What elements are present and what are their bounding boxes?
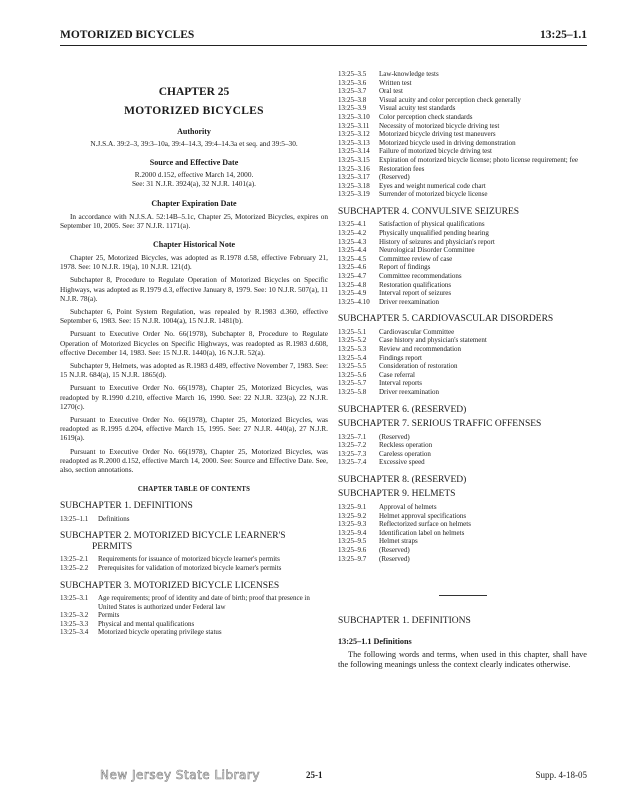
toc-entry (338, 362, 587, 371)
toc-section-number: 13:25–4.1 (338, 220, 367, 229)
toc-section-number: 13:25–3.17 (338, 173, 370, 182)
toc-section-title: (Reserved) (379, 545, 410, 554)
authority-text: N.J.S.A. 39:2–3, 39:3–10a, 39:4–14.3, 39:4–14.3a et seq. and 39:5–30. (90, 139, 298, 148)
page-footer (60, 770, 587, 784)
toc-section-number: 13:25–4.9 (338, 289, 367, 298)
toc-entry (60, 611, 328, 620)
toc-entry (338, 104, 587, 113)
toc-subchapter-title-continued: PERMITS (92, 541, 133, 552)
toc-subchapter-heading (60, 531, 328, 552)
toc-section-title: Color perception check standards (379, 112, 473, 121)
toc-section-number: 13:25–5.8 (338, 388, 367, 396)
history-heading: Chapter Historical Note (152, 240, 236, 250)
toc-entry (338, 379, 587, 388)
toc-entry (338, 345, 587, 354)
library-watermark: New Jersey State Library (100, 768, 260, 782)
history-paragraph: Pursuant to Executive Order No. 66(1978), Chapter 25, Motorized Bicycles, was readopted as R.2000 d.152, effective March 14, 2000. See: Source and Effective Date. See, also, section annotations. (60, 446, 328, 475)
toc-section-number: 13:25–3.15 (338, 155, 370, 164)
toc-section-number: 13:25–4.10 (338, 297, 370, 306)
page-number: 25-1 (306, 770, 323, 780)
toc-subchapter-heading: SUBCHAPTER 9. HELMETS (338, 489, 456, 500)
source-line-1: R.2000 d.152, effective March 14, 2000. (134, 170, 254, 180)
toc-entry (338, 371, 587, 380)
toc-entry (338, 298, 587, 307)
supplement-date: Supp. 4-18-05 (535, 770, 587, 780)
toc-entry (338, 87, 587, 96)
toc-left (60, 501, 328, 637)
toc-entry (338, 182, 587, 191)
toc-subchapter-heading: SUBCHAPTER 8. (RESERVED) (338, 474, 467, 485)
toc-section-title: Identification label on helmets (379, 528, 465, 537)
toc-section-number: 13:25–9.4 (338, 528, 367, 537)
toc-entry (338, 238, 587, 247)
toc-section-title: Helmet straps (379, 537, 418, 546)
toc-entry (338, 354, 587, 363)
toc-entry (338, 263, 587, 272)
toc-section-title: History of seizures and physician's report (379, 237, 495, 246)
toc-section-title: Helmet approval specifications (379, 511, 467, 520)
toc-entry (338, 289, 587, 298)
history-paragraph: Pursuant to Executive Order No. 66(1978), Chapter 25, Motorized Bicycles, was readopted by R.1990 d.210, effective March 16, 1990. See: 22 N.J.R. 323(a), 22 N.J.R. 1270(c). (60, 383, 328, 411)
toc-section-title: Approval of helmets (379, 502, 437, 511)
toc-section-number: 13:25–9.6 (338, 545, 367, 554)
toc-section-number: 13:25–3.6 (338, 78, 367, 87)
definitions-subchapter-heading: SUBCHAPTER 1. DEFINITIONS (338, 616, 471, 627)
toc-section-number: 13:25–7.4 (338, 458, 367, 467)
toc-section-number: 13:25–5.2 (338, 336, 367, 345)
toc-section-title: Driver reexamination (379, 297, 440, 306)
toc-entry (338, 220, 587, 229)
toc-section-number: 13:25–5.3 (338, 345, 367, 354)
toc-section-title: Restoration fees (379, 164, 425, 173)
toc-entry (338, 96, 587, 105)
toc-section-number: 13:25–7.2 (338, 441, 367, 450)
toc-section-number: 13:25–4.5 (338, 254, 367, 263)
toc-section-number: 13:25–9.2 (338, 511, 367, 520)
toc-section-list (338, 328, 587, 397)
toc-entry (338, 520, 587, 529)
toc-entry (60, 620, 328, 629)
toc-section-title: Satisfaction of physical qualifications (379, 220, 485, 229)
toc-right (338, 207, 587, 563)
toc-section-number: 13:25–3.5 (338, 70, 367, 78)
toc-section-title: Restoration qualifications (379, 280, 452, 289)
toc-section-number: 13:25–3.7 (338, 87, 367, 96)
toc-entry (338, 272, 587, 281)
toc-section-number: 13:25–3.16 (338, 164, 370, 173)
toc-section-title: Motorized bicycle driving test maneuvers (379, 130, 496, 139)
toc-section-number: 13:25–5.5 (338, 362, 367, 371)
toc-entry (338, 546, 587, 555)
toc-section-title: Interval report of seizures (379, 289, 452, 298)
toc-entry (60, 594, 328, 611)
toc-section-title: Consideration of restoration (379, 362, 458, 371)
toc-entry (338, 147, 587, 156)
toc-section-number: 13:25–4.4 (338, 246, 367, 255)
toc-entry (338, 336, 587, 345)
source-heading: Source and Effective Date (149, 158, 239, 168)
toc-entry (338, 503, 587, 512)
toc-subchapter-3-continued (338, 70, 587, 199)
toc-section-number: 13:25–3.14 (338, 147, 370, 156)
running-header (60, 29, 587, 46)
definitions-section-heading: 13:25–1.1 Definitions (338, 636, 412, 646)
toc-section-number: 13:25–5.1 (338, 327, 367, 336)
toc-section-title: Findings report (379, 353, 422, 362)
toc-entry (338, 388, 587, 397)
toc-section-title: Eyes and weight numerical code chart (379, 181, 486, 190)
history-paragraph: Subchapter 8, Procedure to Regulate Operation of Motorized Bicycles on Specific Highways, was adopted as R.1979 d.3, effective January 8, 1979. See: 10 N.J.R. 507(a), 11 N.J.R. 78(a). (60, 275, 328, 303)
toc-section-title: Careless operation (379, 449, 431, 458)
toc-section-title: Permits (98, 611, 120, 620)
toc-section-title: Reflectorized surface on helmets (379, 520, 471, 529)
toc-entry (338, 328, 587, 337)
toc-section-number: 13:25–7.1 (338, 432, 367, 441)
toc-section-title: Review and recommendation (379, 345, 462, 354)
toc-section-number: 13:25–4.6 (338, 263, 367, 272)
chapter-title: MOTORIZED BICYCLES (124, 105, 264, 117)
toc-section-number: 13:25–3.12 (338, 130, 370, 139)
toc-section-title: Report of findings (379, 263, 431, 272)
left-column (60, 58, 328, 637)
header-title: MOTORIZED BICYCLES (60, 29, 195, 41)
toc-section-title: (Reserved) (379, 432, 410, 441)
toc-entry (338, 173, 587, 182)
toc-section-number: 13:25–4.3 (338, 237, 367, 246)
toc-section-number: 13:25–3.4 (60, 628, 89, 637)
chapter-number: CHAPTER 25 (158, 86, 230, 98)
toc-entry (338, 79, 587, 88)
toc-section-title: Expiration of motorized bicycle license; photo license requirement; fee (379, 155, 579, 164)
toc-section-list (338, 220, 587, 306)
toc-section-list (60, 594, 328, 637)
toc-entry (338, 165, 587, 174)
toc-section-title: Committee recommendations (379, 271, 462, 280)
toc-section-number: 13:25–3.18 (338, 181, 370, 190)
history-paragraph: Pursuant to Executive Order No. 66(1978), Subchapter 8, Procedure to Regulate Operation of Motorized Bicycles on Specific Highways, was readopted as R.1983 d.608, effective December 14, 1983. See: 15 N.J.R. 1440(a), 16 N.J.R. 52(a). (60, 329, 328, 357)
toc-section-title: Age requirements; proof of identity and date of birth; proof that presence in United States is authorized under Federal law (98, 594, 310, 611)
toc-section-number: 13:25–5.4 (338, 353, 367, 362)
toc-section-number: 13:25–3.9 (338, 104, 367, 113)
toc-subchapter-heading: SUBCHAPTER 5. CARDIOVASCULAR DISORDERS (338, 314, 554, 325)
toc-entry (338, 450, 587, 459)
toc-section-title: Requirements for issuance of motorized bicycle learner's permits (98, 555, 280, 564)
history-notes (60, 253, 328, 474)
toc-subchapter-title: SUBCHAPTER 1. DEFINITIONS (60, 501, 193, 512)
toc-entry (338, 122, 587, 131)
toc-section-number: 13:25–4.2 (338, 229, 367, 237)
authority-heading: Authority (177, 127, 211, 136)
toc-entry (60, 555, 328, 564)
toc-section-title: Committee review of case (379, 254, 453, 263)
toc-subchapter-heading: SUBCHAPTER 4. CONVULSIVE SEIZURES (338, 206, 520, 217)
toc-title: CHAPTER TABLE OF CONTENTS (137, 486, 251, 494)
toc-section-number: 13:25–4.8 (338, 280, 367, 289)
right-column (338, 70, 587, 671)
toc-section-number: 13:25–9.7 (338, 554, 367, 563)
toc-subchapter-heading: SUBCHAPTER 7. SERIOUS TRAFFIC OFFENSES (338, 419, 542, 430)
toc-entry (338, 156, 587, 165)
toc-section-list (60, 555, 328, 572)
header-section-number: 13:25–1.1 (540, 29, 587, 41)
toc-section-number: 13:25–3.11 (338, 121, 370, 130)
toc-section-number: 13:25–2.2 (60, 563, 89, 572)
toc-section-list (338, 433, 587, 467)
toc-section-title: Cardiovascular Committee (379, 327, 455, 336)
definitions-text: The following words and terms, when used in this chapter, shall have the following meanings unless the context clearly indicates otherwise. (338, 649, 587, 670)
toc-section-title: Law-knowledge tests (379, 70, 439, 78)
toc-section-number: 13:25–3.8 (338, 95, 367, 104)
toc-section-title: Physical and mental qualifications (98, 619, 195, 628)
toc-entry (338, 529, 587, 538)
history-paragraph: Subchapter 9, Helmets, was adopted as R.1983 d.489, effective November 7, 1983. See: 15 N.J.R. 684(a), 15 N.J.R. 1865(d). (60, 361, 328, 380)
toc-section-title: Motorized bicycle operating privilege status (98, 628, 222, 637)
toc-section-number: 13:25–3.19 (338, 190, 370, 199)
toc-subchapter-heading: SUBCHAPTER 6. (RESERVED) (338, 404, 467, 415)
toc-entry (338, 139, 587, 148)
toc-section-number: 13:25–3.1 (60, 594, 89, 603)
toc-section-number: 13:25–7.3 (338, 449, 367, 458)
toc-section-number: 13:25–3.3 (60, 619, 89, 628)
history-paragraph: Chapter 25, Motorized Bicycles, was adopted as R.1978 d.58, effective February 21, 1978. See: 10 N.J.R. 19(a), 10 N.J.R. 121(d). (60, 253, 328, 272)
toc-section-number: 13:25–4.7 (338, 271, 367, 280)
toc-section-title: (Reserved) (379, 173, 410, 182)
toc-entry (338, 433, 587, 442)
toc-section-title: Visual acuity test standards (379, 104, 456, 113)
toc-section-number: 13:25–1.1 (60, 514, 89, 523)
toc-section-title: Surrender of motorized bicycle license (379, 190, 488, 199)
toc-section-title: Visual acuity and color perception check generally (379, 95, 521, 104)
toc-section-title: Oral test (379, 87, 403, 96)
toc-section-number: 13:25–3.2 (60, 611, 89, 620)
toc-entry (338, 441, 587, 450)
toc-section-list (60, 515, 328, 524)
toc-section-title: Reckless operation (379, 441, 433, 450)
toc-entry (338, 229, 587, 238)
toc-section-title: Definitions (98, 514, 130, 523)
expiration-heading: Chapter Expiration Date (151, 198, 237, 208)
toc-section-number: 13:25–5.6 (338, 370, 367, 379)
expiration-text: In accordance with N.J.S.A. 52:14B–5.1c, Chapter 25, Motorized Bicycles, expires on September 10, 2005. See: 37 N.J.R. 1171(a). (60, 211, 328, 230)
toc-section-list (338, 503, 587, 563)
toc-entry (338, 190, 587, 199)
toc-entry (338, 512, 587, 521)
toc-entry (60, 628, 328, 637)
toc-section-title: Motorized bicycle used in driving demonstration (379, 138, 516, 147)
toc-section-number: 13:25–3.10 (338, 112, 370, 121)
toc-section-title: (Reserved) (379, 554, 410, 563)
toc-section-title: Physically unqualified pending hearing (379, 229, 489, 237)
toc-section-title: Case referral (379, 370, 415, 379)
toc-section-number: 13:25–5.7 (338, 379, 367, 388)
toc-section-number: 13:25–9.1 (338, 502, 367, 511)
history-paragraph: Subchapter 6, Point System Regulation, was repealed by R.1983 d.360, effective September 6, 1983. See: 15 N.J.R. 1004(a), 15 N.J.R. 1481(b). (60, 307, 328, 326)
toc-section-title: Interval reports (379, 379, 422, 388)
toc-subchapter-heading (60, 581, 328, 592)
toc-section-number: 13:25–3.13 (338, 138, 370, 147)
history-paragraph: Pursuant to Executive Order No. 66(1978), Chapter 25, Motorized Bicycles, was readopted as R.1995 d.204, effective March 15, 1995. See: 27 N.J.R. 440(a), 27 N.J.R. 1619(a). (60, 415, 328, 443)
toc-entry (338, 458, 587, 467)
toc-section-title: Failure of motorized bicycle driving test (379, 147, 492, 156)
source-line-2: See: 31 N.J.R. 3924(a), 32 N.J.R. 1401(a). (131, 179, 257, 189)
toc-subchapter-title: SUBCHAPTER 3. MOTORIZED BICYCLE LICENSES (60, 580, 280, 591)
toc-section-title: Excessive speed (379, 458, 425, 467)
toc-section-title: Prerequisites for validation of motorized bicycle learner's permits (98, 563, 282, 572)
toc-subchapter-title: SUBCHAPTER 2. MOTORIZED BICYCLE LEARNER'S (60, 531, 286, 542)
toc-section-number: 13:25–9.3 (338, 520, 367, 529)
toc-section-title: Written test (379, 78, 412, 87)
toc-entry (338, 281, 587, 290)
toc-section-title: Neurological Disorder Committee (379, 246, 475, 255)
toc-entry (60, 564, 328, 573)
toc-entry (338, 130, 587, 139)
toc-section-title: Necessity of motorized bicycle driving test (379, 121, 500, 130)
toc-section-number: 13:25–2.1 (60, 555, 89, 564)
toc-section-title: Case history and physician's statement (379, 336, 487, 345)
toc-entry (338, 255, 587, 264)
toc-entry (338, 70, 587, 79)
toc-entry (338, 113, 587, 122)
toc-entry (338, 537, 587, 546)
toc-subchapter-heading (60, 501, 328, 512)
toc-section-title: Driver reexamination (379, 388, 440, 396)
toc-entry (338, 246, 587, 255)
section-divider (439, 595, 487, 596)
toc-entry (60, 515, 328, 524)
toc-section-number: 13:25–9.5 (338, 537, 367, 546)
toc-entry (338, 555, 587, 564)
